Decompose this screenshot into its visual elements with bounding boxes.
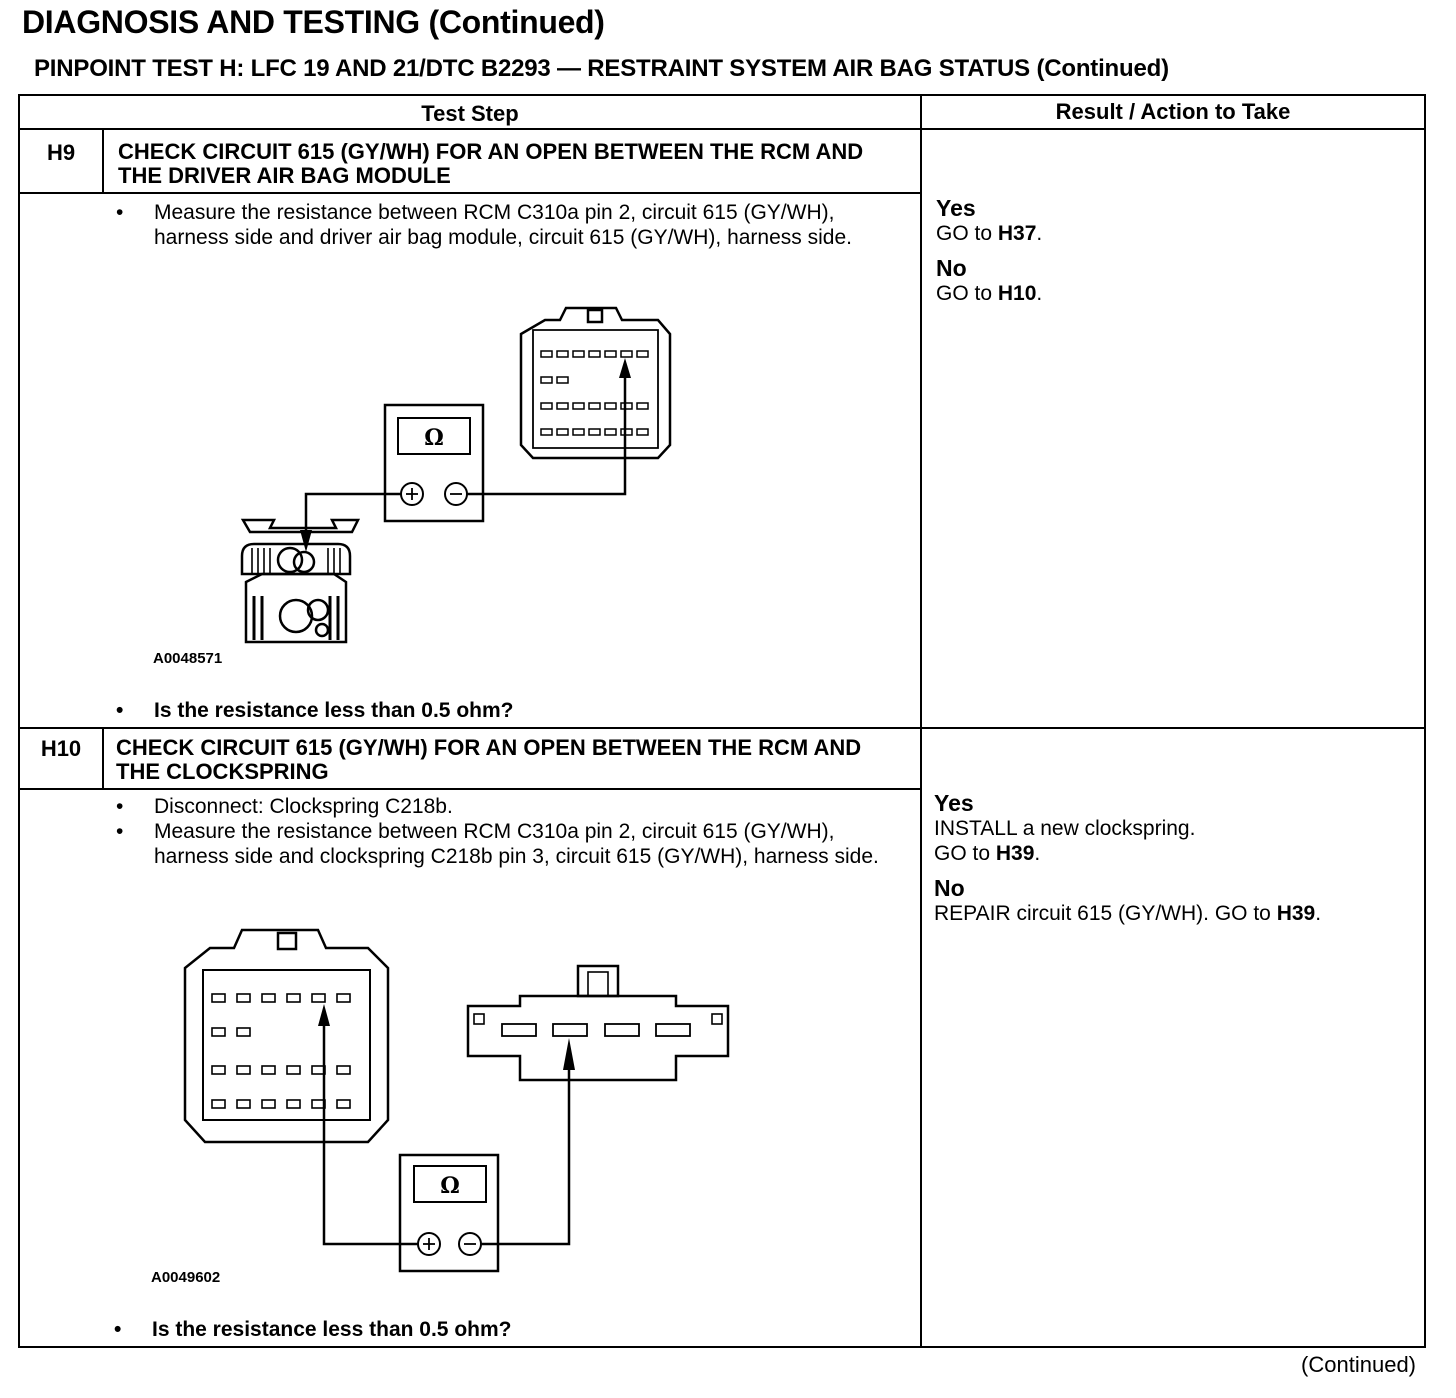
yes-action-h9: GO to H37. (936, 222, 1043, 245)
no-action-h10: REPAIR circuit 615 (GY/WH). GO to H39. (934, 902, 1322, 925)
rcm-connector-pins (212, 994, 350, 1108)
step-title-h10: CHECK CIRCUIT 615 (GY/WH) FOR AN OPEN BETWEEN THE RCM AND THE CLOCKSPRING (116, 735, 862, 784)
yes-label-h9: Yes (936, 195, 976, 221)
page-title: DIAGNOSIS AND TESTING (Continued) (22, 4, 605, 40)
figure-id-h10: A0049602 (151, 1269, 221, 1286)
instruction-item: • Measure the resistance between RCM C310a pin 2, circuit 615 (GY/WH), harness side and clockspring C218b pin 3, circuit 615 (GY/WH), harness side. (116, 819, 906, 869)
step-title-h9: CHECK CIRCUIT 615 (GY/WH) FOR AN OPEN BETWEEN THE RCM AND THE DRIVER AIR BAG MODULE (118, 139, 864, 188)
clockspring-connector (468, 966, 728, 1080)
yes-label-h10: Yes (934, 790, 974, 816)
continued-footer: (Continued) (1301, 1352, 1416, 1377)
instruction-item: • Measure the resistance between RCM C310a pin 2, circuit 615 (GY/WH), harness side and driver air bag module, circuit 615 (GY/WH), harness side. (116, 200, 896, 250)
test-leads (324, 1018, 569, 1244)
question-h10: • Is the resistance less than 0.5 ohm? (114, 1318, 511, 1342)
figure-id-h9: A0048571 (153, 650, 223, 667)
yes-action-h10-line2: GO to H39. (934, 842, 1041, 865)
ohm-symbol: Ω (440, 1173, 460, 1199)
ohm-symbol: Ω (424, 425, 444, 451)
column-header-test-step: Test Step (421, 101, 519, 126)
no-action-h9: GO to H10. (936, 282, 1043, 305)
no-label-h10: No (934, 875, 965, 901)
column-header-result: Result / Action to Take (1055, 99, 1291, 124)
pinpoint-test-subtitle: PINPOINT TEST H: LFC 19 AND 21/DTC B2293 — RESTRAINT SYSTEM AIR BAG STATUS (Continued) (34, 55, 1169, 82)
instruction-item: • Disconnect: Clockspring C218b. (116, 794, 906, 819)
step-id-h10: H10 (40, 736, 82, 761)
no-label-h9: No (936, 255, 967, 281)
result-h10 (934, 791, 1414, 926)
yes-action-h10-line1: INSTALL a new clockspring. (934, 817, 1196, 840)
question-h9: • Is the resistance less than 0.5 ohm? (116, 699, 513, 723)
result-h9 (936, 196, 1416, 306)
step-id-h9: H9 (46, 140, 76, 165)
